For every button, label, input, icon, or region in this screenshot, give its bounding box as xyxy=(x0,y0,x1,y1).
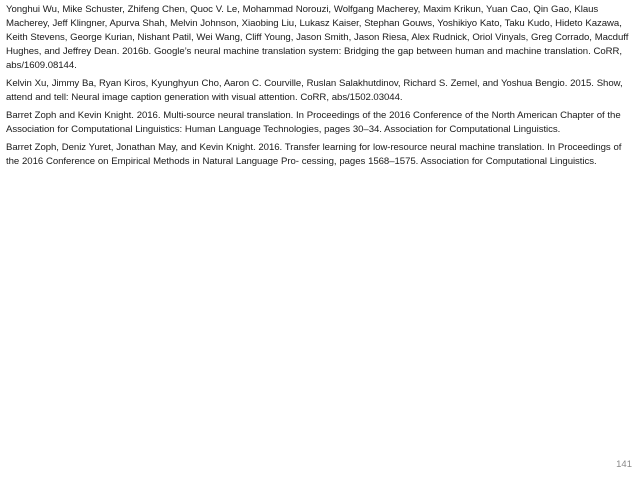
reference-list xyxy=(6,3,632,173)
page-number: 141 xyxy=(616,459,632,470)
reference-entry-zoph-yuret-2016: Barret Zoph, Deniz Yuret, Jonathan May, and Kevin Knight. 2016. Transfer learning for low-resource neural machine translation. In Proceedings of the 2016 Conference on Empirical Methods in Natural Language Pro- cessing, pages 1568–1575. Association for Computational Linguistics. xyxy=(6,142,622,167)
reference-entry-wu-2016b: Yonghui Wu, Mike Schuster, Zhifeng Chen, Quoc V. Le, Mohammad Norouzi, Wolfgang Macherey, Maxim Krikun, Yuan Cao, Qin Gao, Klaus Macherey, Jeff Klingner, Apurva Shah, Melvin Johnson, Xiaobing Liu, Lukasz Kaiser, Stephan Gouws, Yoshikiyo Kato, Taku Kudo, Hideto Kazawa, Keith Stevens, George Kurian, Nishant Patil, Wei Wang, Cliff Young, Jason Smith, Jason Riesa, Alex Rudnick, Oriol Vinyals, Greg Corrado, Macduff Hughes, and Jeffrey Dean. 2016b. Google’s neural machine translation system: Bridging the gap between human and machine translation. CoRR, abs/1609.08144. xyxy=(6,4,629,71)
reference-entry-zoph-knight-2016: Barret Zoph and Kevin Knight. 2016. Multi-source neural translation. In Proceedings of the 2016 Conference of the North American Chapter of the Association for Computational Linguistics: Human Language Technologies, pages 30–34. Association for Computational Linguistics. xyxy=(6,110,621,135)
reference-entry-xu-2015: Kelvin Xu, Jimmy Ba, Ryan Kiros, Kyunghyun Cho, Aaron C. Courville, Ruslan Salakhutdinov, Richard S. Zemel, and Yoshua Bengio. 2015. Show, attend and tell: Neural image caption generation with visual attention. CoRR, abs/1502.03044. xyxy=(6,78,623,103)
